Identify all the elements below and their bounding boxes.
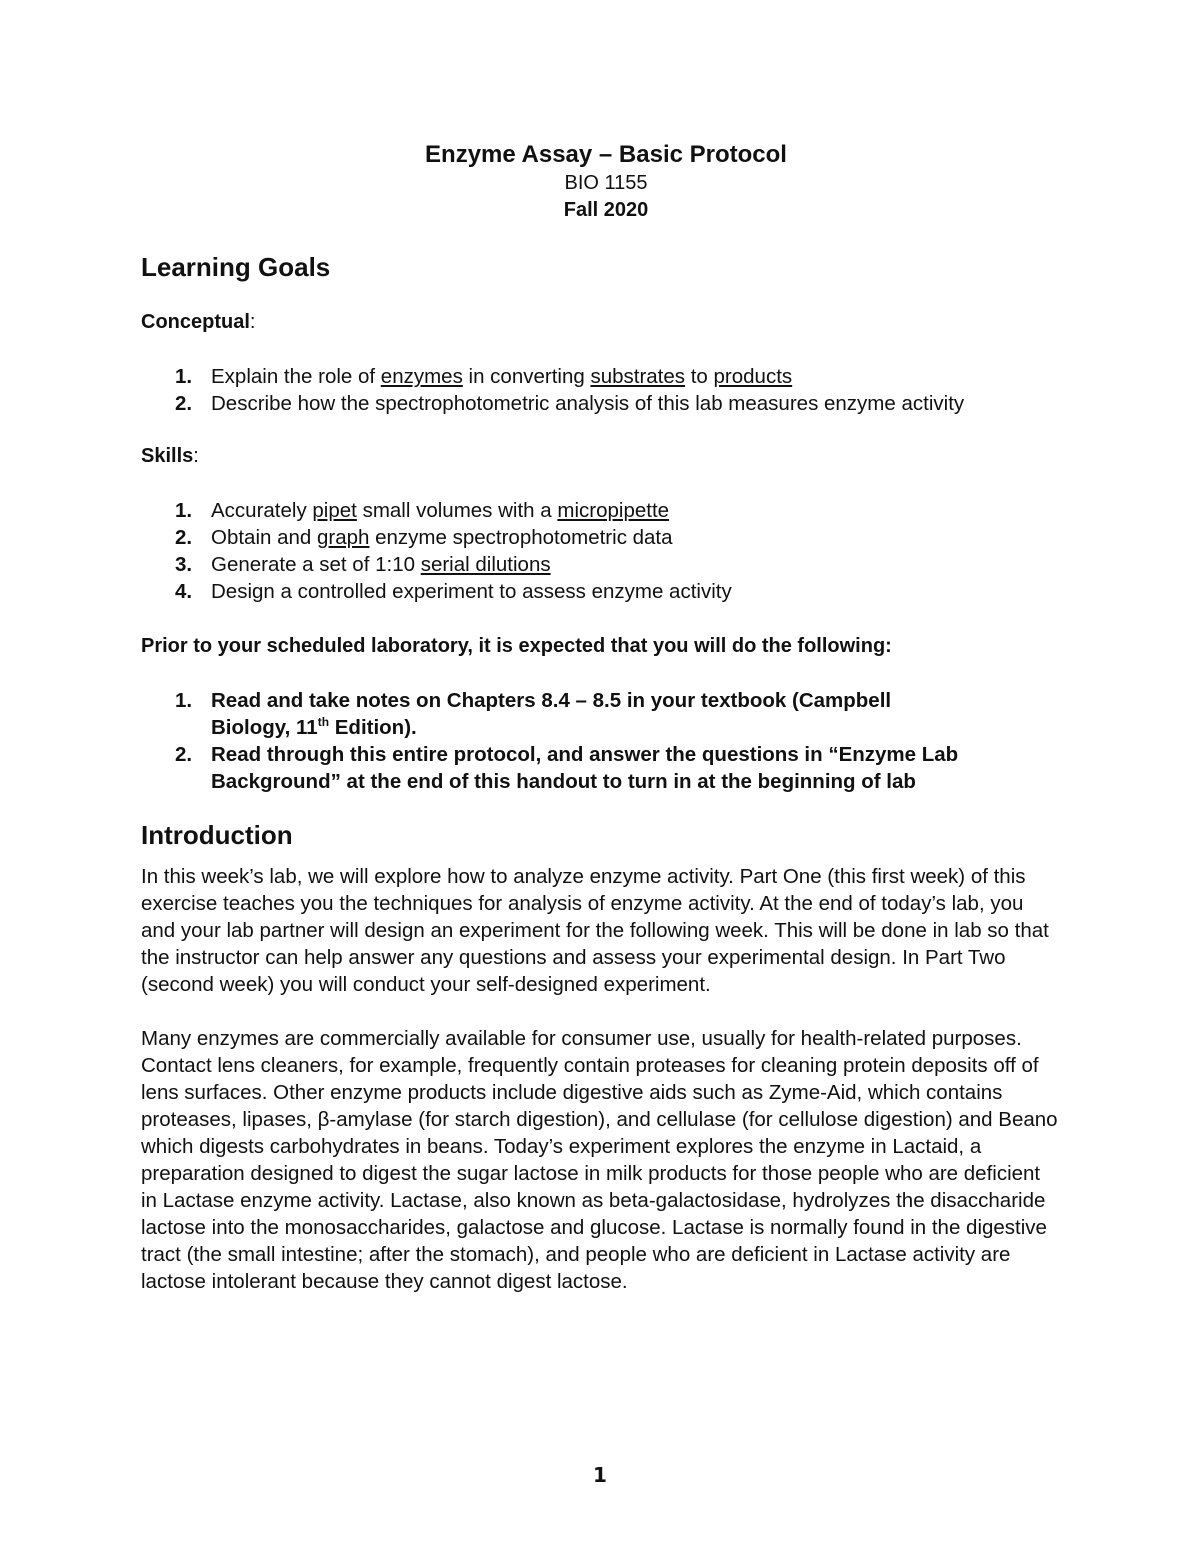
skills-list — [141, 497, 1071, 605]
page-content — [141, 140, 1071, 1295]
term: Fall 2020 — [563, 199, 649, 221]
learning-goals-heading: Learning Goals — [141, 252, 331, 282]
list-item: 4. Design a controlled experiment to assess enzyme activity — [175, 580, 732, 603]
prior-list — [141, 687, 1041, 795]
list-item: 1. Accurately pipet small volumes with a micropipette — [175, 499, 670, 522]
document-title: Enzyme Assay – Basic Protocol — [425, 141, 787, 168]
page-number: 1 — [593, 1463, 607, 1487]
list-item: 1. Read and take notes on Chapters 8.4 – 8.5 in your textbook (Campbell Biology, 11th Edition). — [175, 689, 892, 739]
introduction-heading: Introduction — [141, 820, 293, 850]
skills-label: Skills: — [141, 445, 199, 467]
intro-paragraph-1: In this week’s lab, we will explore how to analyze enzyme activity. Part One (this first week) of this exercise teaches you the techniques for analysis of enzyme activity. At the end of today’s lab, you and your lab partner will design an experiment for the following week. This will be done in lab so that the instructor can help answer any questions and assess your experimental design. In Part Two (second week) you will conduct your self-designed experiment. — [141, 865, 1049, 996]
list-item: 2. Read through this entire protocol, and answer the questions in “Enzyme Lab Background” at the end of this handout to turn in at the beginning of lab — [175, 743, 959, 793]
course-code: BIO 1155 — [564, 172, 648, 194]
prior-instructions: Prior to your scheduled laboratory, it is expected that you will do the following: — [141, 635, 892, 657]
list-item: 2. Describe how the spectrophotometric analysis of this lab measures enzyme activity — [175, 392, 965, 415]
list-item: 3. Generate a set of 1:10 serial dilutions — [175, 553, 551, 576]
intro-paragraph-2: Many enzymes are commercially available for consumer use, usually for health-related purposes. Contact lens cleaners, for example, frequently contain proteases for cleaning protein deposits off of lens surfaces. Other enzyme products include digestive aids such as Zyme-Aid, which contains proteases, lipases, β-amylase (for starch digestion), and cellulase (for cellulose digestion) and Beano which digests carbohydrates in beans. Today’s experiment explores the enzyme in Lactaid, a preparation designed to digest the sugar lactose in milk products for those people who are deficient in Lactase enzyme activity. Lactase, also known as beta-galactosidase, hydrolyzes the disaccharide lactose into the monosaccharides, galactose and glucose. Lactase is normally found in the digestive tract (the small intestine; after the stomach), and people who are deficient in Lactase activity are lactose intolerant because they cannot digest lactose. — [141, 1027, 1058, 1293]
conceptual-list — [141, 363, 1071, 417]
conceptual-label: Conceptual: — [141, 311, 256, 333]
list-item: 2. Obtain and graph enzyme spectrophotometric data — [175, 526, 673, 549]
title-block — [141, 140, 1071, 224]
list-item: 1. Explain the role of enzymes in converting substrates to products — [175, 365, 793, 388]
